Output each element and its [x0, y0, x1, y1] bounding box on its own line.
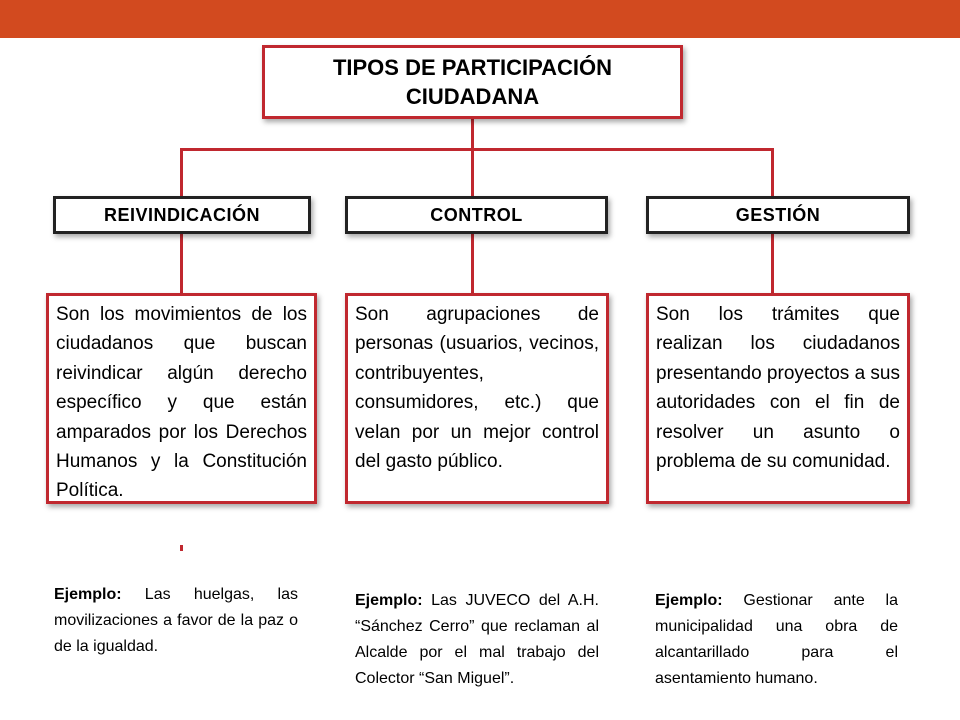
- diagram-title: [262, 45, 683, 119]
- category-label: REIVINDICACIÓN: [103, 204, 260, 225]
- decorative-mark: [180, 545, 183, 551]
- connector-to-gestion: [771, 148, 774, 196]
- category-control: [345, 196, 608, 234]
- example-reivindicacion: [54, 582, 298, 660]
- description-text: Son los movimientos de los ciudadanos que buscan reivindicar algún derecho específico y que están amparados por los Derechos Humanos y la Constitución Política.: [56, 304, 307, 502]
- example-text: Las huelgas, las movilizaciones a favor de la paz o de la igualdad.: [54, 586, 298, 655]
- connector-to-control: [471, 148, 474, 196]
- connector-horizontal: [180, 148, 774, 151]
- connector-title-down: [471, 119, 474, 149]
- category-label: GESTIÓN: [735, 204, 821, 225]
- title-line-1: TIPOS DE PARTICIPACIÓN: [332, 55, 613, 80]
- connector-reivindicacion-desc: [180, 234, 183, 293]
- example-label: Ejemplo:: [355, 592, 423, 609]
- header-bar: [0, 0, 960, 38]
- title-line-2: CIUDADANA: [405, 84, 540, 109]
- category-reivindicacion: [53, 196, 311, 234]
- category-label: CONTROL: [430, 204, 523, 225]
- description-box-control: [345, 293, 609, 504]
- description-text: Son agrupaciones de personas (usuarios, vecinos, contribuyentes, consumidores, etc.) que velan por un mejor control del gasto público.: [355, 304, 599, 473]
- description-text: Son los trámites que realizan los ciudadanos presentando proyectos a sus autoridades con el fin de resolver un asunto o problema de su comunidad.: [656, 304, 900, 473]
- connector-control-desc: [471, 234, 474, 293]
- category-gestion: [646, 196, 910, 234]
- example-gestion: [655, 588, 898, 692]
- description-box-gestion: [646, 293, 910, 504]
- example-control: [355, 588, 599, 692]
- example-text: Gestionar ante la municipalidad una obra de alcantarillado para el asentamiento humano.: [655, 592, 898, 687]
- connector-gestion-desc: [771, 234, 774, 293]
- connector-to-reivindicacion: [180, 148, 183, 196]
- example-label: Ejemplo:: [655, 592, 723, 609]
- description-box-reivindicacion: [46, 293, 317, 504]
- example-label: Ejemplo:: [54, 586, 122, 603]
- example-text: Las JUVECO del A.H. “Sánchez Cerro” que reclaman al Alcalde por el mal trabajo del Colector “San Miguel”.: [355, 592, 599, 687]
